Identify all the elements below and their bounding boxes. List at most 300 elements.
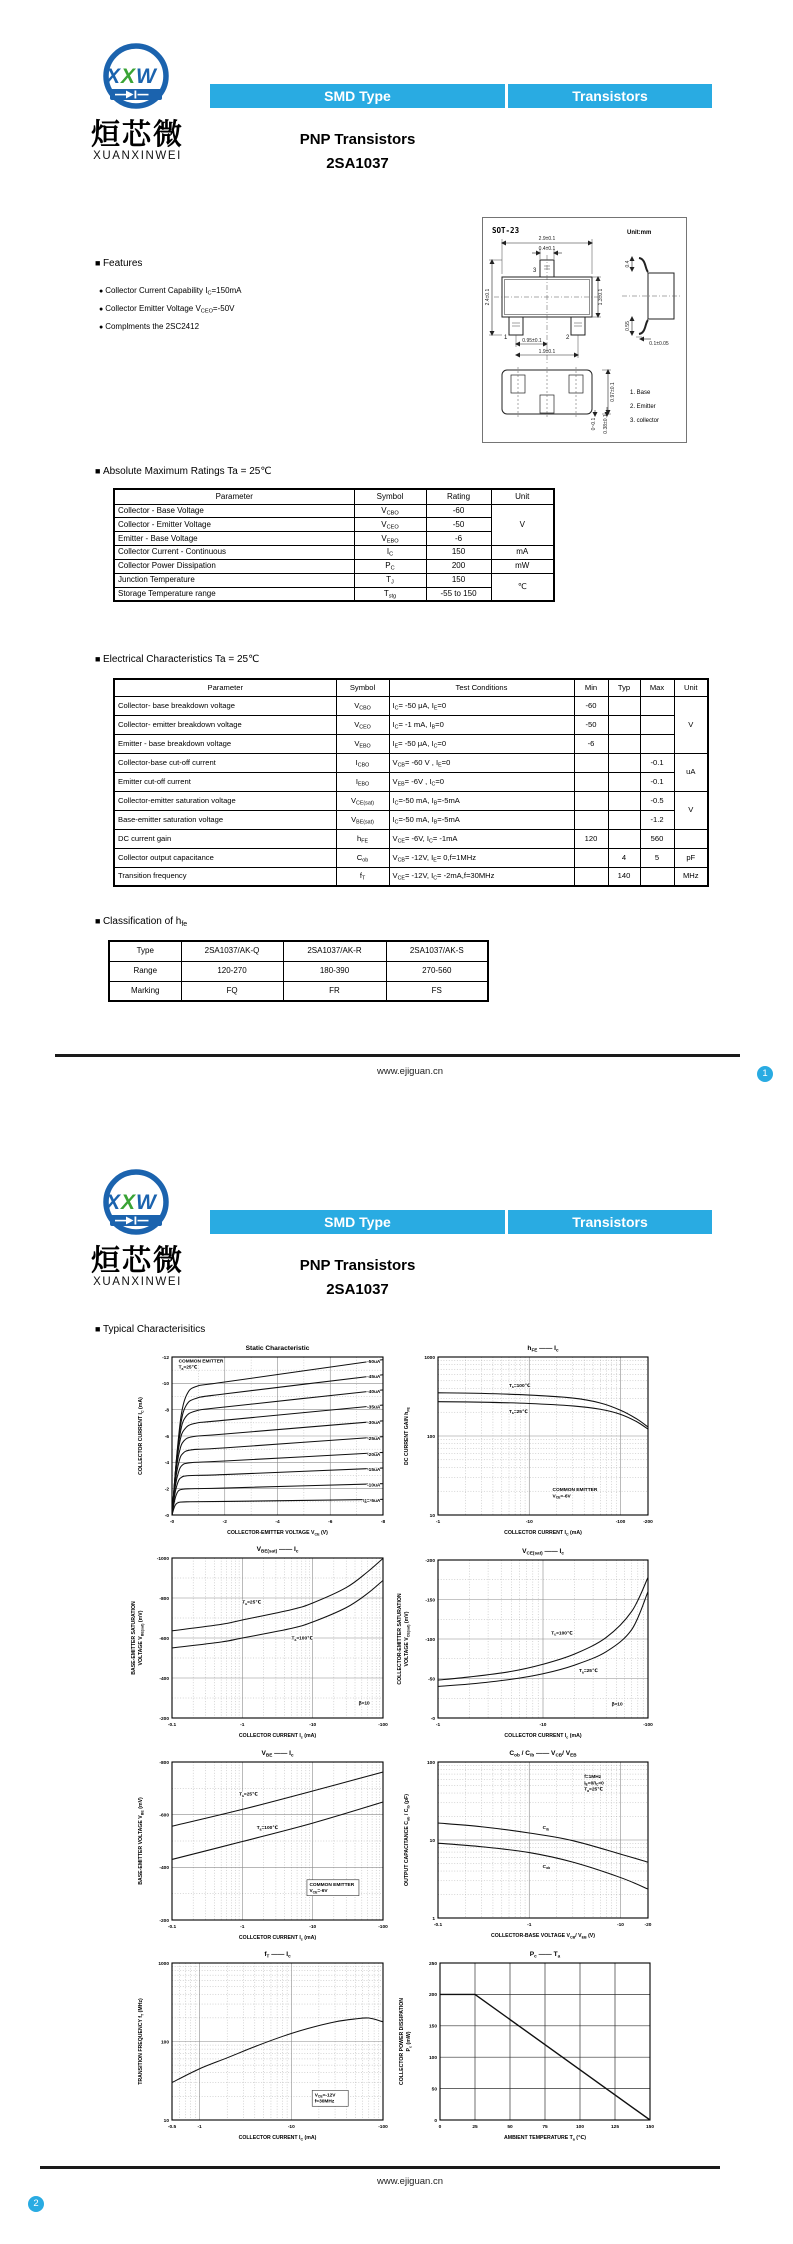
symbol-cell: $V_{CEO}$ (336, 715, 389, 734)
dimension-label: 0~0.1 (591, 417, 597, 431)
product-family-title: PNP Transistors (299, 131, 416, 148)
part-number-title: 2SA1037 (326, 1281, 389, 1298)
column-header: Test Conditions (389, 679, 574, 696)
tspan-element: -35uA (367, 1405, 381, 1411)
diode-lead-icon (138, 1220, 149, 1222)
y-tick-label: -200 (159, 1716, 169, 1722)
y-tick-label: -0 (164, 1513, 169, 1519)
typ-cell (608, 696, 640, 715)
tspan-element: (pF) (404, 1794, 410, 1806)
symbol-cell: $V_{BE(sat)}$ (336, 810, 389, 829)
chart-title (257, 1546, 299, 1553)
unit-cell: ℃ (491, 573, 554, 601)
curve-label (367, 1452, 381, 1458)
annotation-text (309, 1882, 354, 1888)
column-header: Parameter (114, 679, 336, 696)
x-tick-label: -0.1 (167, 1925, 177, 1930)
footer-rule (40, 2166, 720, 2169)
x-tick-label: -1 (240, 1925, 245, 1930)
table-row (114, 829, 708, 848)
class-cell: 120-270 (181, 961, 283, 981)
parameter-cell: Collector output capacitance (114, 848, 336, 867)
parameter-cell: DC current gain (114, 829, 336, 848)
sub-element: C (428, 837, 433, 844)
tspan-element: a (581, 1670, 584, 1675)
parameter-cell: Base-emitter saturation voltage (114, 810, 336, 829)
sub-element: CE (397, 875, 405, 882)
tspan-element: a (557, 1953, 561, 1959)
hfe-table (108, 940, 489, 1002)
diode-bar-icon (135, 1217, 137, 1225)
sub-element: CE(sat) (356, 799, 375, 806)
parameter-cell: Collector Power Dissipation (114, 560, 354, 574)
annotation-text (584, 1787, 603, 1793)
dimension-label: 1.3±0.1 (598, 288, 604, 306)
curve-label (292, 1636, 314, 1642)
x-axis-label (239, 1935, 316, 1941)
sub-element: CE (397, 837, 405, 844)
y-tick-label: -6 (164, 1434, 169, 1440)
min-cell (574, 772, 608, 791)
annotation-text (179, 1358, 224, 1364)
page-number-badge: 2 (28, 2196, 44, 2212)
annotation-text (359, 1700, 370, 1706)
curve-label (363, 1498, 381, 1504)
tspan-element: EB (570, 1752, 577, 1758)
unit-cell: mW (491, 560, 554, 574)
parameter-cell: Collector - Emitter Voltage (114, 518, 354, 532)
tspan-element: =100℃ (296, 1636, 313, 1642)
curve-label (257, 1825, 279, 1831)
tspan-element: =-12V (322, 2093, 336, 2099)
brand-name-cn: 烜芯微 (90, 1245, 184, 1277)
sub-element: ob (362, 856, 369, 863)
unit-cell (674, 829, 708, 848)
tspan-element: I (584, 1781, 586, 1787)
class-cell: Marking (109, 981, 181, 1001)
package-drawing-sot23 (482, 217, 687, 443)
tspan-element: β=10 (611, 1702, 623, 1708)
tspan-element: EB (581, 1935, 587, 1940)
tspan-element: c (290, 1752, 294, 1758)
annotation-text (584, 1774, 602, 1780)
column-header: Unit (674, 679, 708, 696)
max-cell: -1.2 (640, 810, 674, 829)
tspan-element: / V (575, 1933, 582, 1939)
tspan-element: BE(sat) (261, 1548, 278, 1554)
tspan-element: T (256, 1826, 260, 1832)
min-cell (574, 867, 608, 886)
hfe-heading-text: Classification of $h_{fe}$ (102, 916, 188, 928)
tspan-element: Static Characteristic (245, 1345, 310, 1352)
tspan-element: ib (546, 1827, 550, 1832)
rating-cell: -50 (426, 518, 491, 532)
y-tick-label: 100 (426, 1760, 435, 1766)
x-tick-label: 125 (610, 2125, 620, 2130)
parameter-cell: Collector - Base Voltage (114, 504, 354, 518)
tspan-element: c (556, 1347, 559, 1353)
max-cell: 5 (640, 848, 674, 867)
y-tick-label: 10 (163, 2118, 169, 2124)
sub-element: EBO (357, 780, 370, 787)
y-axis-label (138, 1998, 144, 2085)
curve-label (367, 1467, 381, 1473)
x-tick-label: -0.5 (167, 2125, 177, 2130)
tspan-element: / V (562, 1750, 571, 1757)
table-row (114, 715, 708, 734)
class-cell: Type (109, 941, 181, 961)
tspan-element: COLLECTOR CURRENT I (238, 1733, 301, 1739)
header-bar-left: SMD Type (210, 84, 505, 108)
dimension-label: 2.9±0.1 (538, 236, 556, 242)
dimension-label: 0.55 (625, 321, 631, 331)
tspan-element: (mA) (568, 1530, 582, 1536)
rating-cell: -60 (426, 504, 491, 518)
annotation-text (315, 2099, 335, 2105)
tspan-element: B (364, 1500, 367, 1505)
tspan-element: =100℃ (513, 1383, 531, 1389)
x-tick-label: -10 (309, 1723, 317, 1728)
class-cell: FR (283, 981, 386, 1001)
max-cell: -0.1 (640, 753, 674, 772)
tspan-element: CE(sat) (406, 1624, 411, 1638)
y-tick-label: -200 (425, 1558, 435, 1564)
diode-bar-icon (135, 91, 137, 99)
chart-title (246, 1345, 310, 1352)
tspan-element: —— I (269, 1951, 289, 1958)
chart-vbesat-vs-ic (115, 1538, 398, 1748)
y-tick-label: 150 (428, 2024, 437, 2030)
package-unit: Unit:mm (627, 230, 652, 236)
tspan-element: CB (555, 1752, 563, 1758)
chart-title (530, 1951, 561, 1958)
footer-url: www.ejiguan.cn (376, 2176, 443, 2187)
tspan-element: (℃) (574, 2135, 586, 2141)
x-tick-label: -1 (240, 1723, 245, 1728)
max-cell (640, 734, 674, 753)
brand-logo-icon (97, 42, 175, 120)
package-body-side (648, 273, 674, 319)
sub-element: C (394, 818, 399, 825)
typ-cell (608, 753, 640, 772)
tspan-element: CE(sat) (526, 1550, 543, 1556)
x-tick-label: -0.1 (433, 1923, 443, 1928)
tspan-element: COLLECTOR POWER DISSIPATION (399, 1997, 405, 2086)
tspan-element: a (242, 1794, 244, 1798)
tspan-element: ib (406, 1805, 411, 1809)
rating-cell: 150 (426, 546, 491, 560)
sub-element: CB (397, 761, 405, 768)
min-cell: -50 (574, 715, 608, 734)
header-bar-right: Transistors (508, 84, 712, 108)
diode-lead-icon (115, 1220, 126, 1222)
curve-label (367, 1359, 381, 1365)
tspan-element: T (266, 1953, 270, 1959)
unit-cell: V (491, 504, 554, 546)
sub-element: C (207, 290, 212, 297)
rating-cell: 150 (426, 573, 491, 587)
tspan-element: -40uA (367, 1390, 381, 1396)
package-name: SOT-23 (492, 226, 520, 235)
min-cell (574, 810, 608, 829)
tspan-element: OUTPUT CAPACITANCE C (404, 1821, 410, 1886)
x-tick-label: -1 (197, 2125, 202, 2130)
tspan-element: C (300, 2137, 304, 2142)
tspan-element: -15uA (367, 1467, 381, 1473)
x-tick-label: -4 (275, 1520, 280, 1525)
unit-cell: uA (674, 753, 708, 791)
logo-letter: W (136, 1191, 156, 1214)
unit-cell: pF (674, 848, 708, 867)
tspan-element: CE (555, 1495, 561, 1500)
parameter-cell: Collector- emitter breakdown voltage (114, 715, 336, 734)
tspan-element: CB (569, 1935, 576, 1940)
min-cell: -60 (574, 696, 608, 715)
symbol-cell: $f_T$ (336, 867, 389, 886)
test-conditions-cell: $V_{CE}= -6V$, $I_C= -1mA$ (389, 829, 574, 848)
sub-element: CEO (386, 524, 399, 531)
tspan-element: =25℃ (589, 1787, 603, 1793)
tspan-element: c (534, 1953, 537, 1959)
table-header-row (114, 679, 708, 696)
dimension-label: 0.95±0.1 (522, 338, 542, 344)
feature-item: ● Collector Emitter Voltage $V_{CEO}=-50V$ (99, 304, 235, 313)
typ-cell (608, 715, 640, 734)
sub-element: CBO (357, 761, 370, 768)
tspan-element: =25℃ (513, 1409, 528, 1415)
amr-heading: ■ Absolute Maximum Ratings Ta = 25℃ (95, 466, 272, 477)
tspan-element: -45uA (367, 1375, 381, 1381)
sub-element: B (433, 818, 438, 825)
x-tick-label: -100 (643, 1723, 653, 1728)
tspan-element: T (509, 1409, 512, 1415)
tspan-element: COLLECTOR-EMITTER VOLTAGE V (227, 1530, 315, 1536)
logo-letter: X (121, 1191, 136, 1214)
annotation-text (553, 1487, 598, 1493)
parameter-cell: Storage Temperature range (114, 587, 354, 601)
x-axis-label (227, 1530, 328, 1536)
annotation-text (309, 1888, 328, 1894)
tspan-element: a (587, 1788, 590, 1793)
chart-hfe-vs-ic (381, 1337, 663, 1545)
page-number-badge: 1 (757, 1066, 773, 1082)
tspan-element: ob (514, 1752, 520, 1758)
tspan-element: V (552, 1494, 556, 1500)
y-tick-label: 1 (432, 1916, 435, 1922)
brand-name-en: XUANXINWEI (93, 150, 182, 162)
path-element (639, 320, 648, 334)
tspan-element: V (256, 1546, 261, 1553)
diode-lead-icon (138, 94, 149, 96)
tspan-element: =25℃ (583, 1669, 598, 1675)
symbol-cell: $V_{CE(sat)}$ (336, 791, 389, 810)
sub-element: FE (361, 837, 369, 844)
symbol-cell: $P_C$ (354, 560, 426, 574)
test-conditions-cell: $V_{CB}= -12V$, $I_E= 0,f=1MHz$ (389, 848, 574, 867)
tspan-element: BASE-EMITTER VOLTAGE V (138, 1815, 144, 1885)
y-tick-label: -200 (159, 1918, 169, 1924)
amr-table (113, 488, 555, 602)
sub-element: BE(sat) (356, 818, 374, 825)
tspan-element: C (509, 1750, 515, 1757)
tspan-element: =100℃ (556, 1631, 573, 1637)
tspan-element: a (554, 1632, 557, 1637)
tspan-element: a (294, 1637, 297, 1642)
min-cell (574, 791, 608, 810)
unit-cell: mA (491, 546, 554, 560)
tspan-element: BE(sat) (140, 1623, 145, 1637)
curve-label (367, 1404, 381, 1410)
class-cell: 270-560 (386, 961, 488, 981)
y-tick-label: -800 (159, 1760, 169, 1766)
tspan-element: a (181, 1366, 184, 1371)
test-conditions-cell: $I_C= -50$ μA, $I_E=0$ (389, 696, 574, 715)
tbody-element (114, 489, 554, 601)
rating-cell: 200 (426, 560, 491, 574)
x-axis-label (239, 2135, 317, 2141)
dimension-label: 0.38±0.1 (603, 414, 609, 434)
tspan-element: ib (530, 1752, 535, 1758)
class-cell: FS (386, 981, 488, 1001)
column-header: Symbol (336, 679, 389, 696)
path-element (639, 258, 648, 272)
dimension-label: 0.97±0.1 (610, 382, 616, 402)
y-tick-label: 1000 (158, 1961, 169, 1967)
tspan-element: (mA) (568, 1733, 582, 1739)
sub-element: C (389, 551, 394, 558)
x-axis-label (239, 1733, 316, 1739)
curve-label (367, 1436, 381, 1442)
tspan-element: —— T (536, 1951, 558, 1958)
class-cell: 2SA1037/AK-Q (181, 941, 283, 961)
y-tick-label: 50 (431, 2087, 437, 2093)
tspan-element: a (511, 1385, 514, 1390)
tspan-element: f=30MHz (314, 2099, 335, 2105)
tspan-element: =0 (598, 1781, 604, 1787)
tspan-element: V (261, 1750, 266, 1757)
annotation-text (584, 1780, 604, 1786)
tspan-element: f=1MHz (584, 1775, 602, 1781)
unit-cell: V (674, 696, 708, 753)
curve-label (239, 1792, 258, 1798)
sub-element: EBO (359, 742, 371, 749)
g-element (172, 1772, 383, 1859)
tspan-element: FE (406, 1407, 411, 1412)
symbol-cell: $V_{CBO}$ (336, 696, 389, 715)
data-curve (172, 1772, 383, 1826)
symbol-cell: $h_{FE}$ (336, 829, 389, 848)
y-tick-label: -2 (164, 1487, 169, 1493)
x-tick-label: -1 (527, 1923, 532, 1928)
tspan-element: —— I (537, 1345, 557, 1352)
y-axis-label (138, 1397, 144, 1475)
unit-cell: V (674, 791, 708, 829)
x-tick-label: -100 (378, 1925, 388, 1930)
sub-element: E (433, 856, 437, 863)
brand-name-en: XUANXINWEI (93, 1276, 182, 1288)
sub-element: EB (397, 780, 405, 787)
y-tick-label: -400 (159, 1866, 169, 1872)
hfe-heading (95, 916, 187, 927)
sub-element: EBO (386, 537, 399, 544)
x-tick-label: -6 (328, 1520, 333, 1525)
tspan-element: (mW) (406, 2031, 412, 2046)
tspan-element: =100℃ (261, 1826, 279, 1832)
curve-label (367, 1483, 381, 1489)
x-tick-label: -8 (380, 1520, 386, 1525)
column-header: Unit (491, 489, 554, 504)
chart-title (264, 1951, 291, 1958)
y-axis-label (404, 1611, 410, 1666)
tspan-element: -30uA (367, 1421, 381, 1427)
part-number-title: 2SA1037 (326, 155, 389, 172)
chart-vcesat-vs-ic (381, 1540, 663, 1748)
x-tick-label: 50 (507, 2125, 513, 2130)
rating-cell: -6 (426, 532, 491, 546)
chart-static-characteristic (115, 1337, 398, 1545)
tspan-element: a (259, 1827, 262, 1832)
tspan-element: BASE-EMITTER SATURATION (131, 1601, 137, 1675)
sub-element: C (431, 780, 436, 787)
class-cell: Range (109, 961, 181, 981)
parameter-cell: Collector-base cut-off current (114, 753, 336, 772)
ec-heading: ■ Electrical Characteristics Ta = 25℃ (95, 654, 259, 665)
pin-number-label: 1 (504, 335, 508, 341)
tspan-element: BE (140, 1810, 145, 1816)
tspan-element: =-6V (317, 1888, 328, 1894)
class-cell: 2SA1037/AK-S (386, 941, 488, 961)
table-row (114, 518, 554, 532)
logo-letter: X (106, 1191, 121, 1214)
features-heading: ■ Features (95, 258, 142, 269)
curve-label (579, 1668, 598, 1674)
tspan-element: -25uA (367, 1436, 381, 1442)
sub-element: J (391, 579, 394, 586)
x-tick-label: -100 (615, 1520, 626, 1525)
sub-element: C (433, 742, 438, 749)
tspan-element: =-5uA (366, 1498, 381, 1504)
test-conditions-cell: $I_C= -1$ mA, $I_B=0$ (389, 715, 574, 734)
typ-cell: 4 (608, 848, 640, 867)
class-cell: FQ (181, 981, 283, 1001)
table-row (114, 504, 554, 518)
sub-element: E (394, 742, 399, 749)
header-bar-left: SMD Type (210, 1210, 505, 1234)
tspan-element: VOLTAGE V (404, 1637, 410, 1667)
rating-cell: -55 to 150 (426, 587, 491, 601)
tspan-element: =0/I (587, 1781, 596, 1787)
tbody-element (109, 941, 488, 1001)
x-tick-label: 0 (438, 2125, 442, 2130)
tspan-element: (mA) (302, 1935, 317, 1941)
curve-label (509, 1383, 531, 1389)
x-tick-label: 75 (542, 2125, 548, 2130)
x-tick-label: -10 (617, 1923, 624, 1928)
y-axis-label (138, 1610, 144, 1665)
tspan-element: —— I (277, 1546, 296, 1553)
tspan-element: CE (312, 1890, 318, 1895)
symbol-cell: $T_J$ (354, 573, 426, 587)
tspan-element: c (288, 1953, 291, 1959)
sub-element: B (433, 799, 438, 806)
tspan-element: c (295, 1548, 299, 1554)
x-tick-label: -1 (435, 1520, 441, 1525)
g-element (172, 1558, 383, 1648)
sub-element: C (394, 704, 399, 711)
sub-element: CEO (200, 308, 213, 315)
y-tick-label: 0 (434, 2118, 437, 2124)
symbol-cell: $V_{EBO}$ (336, 734, 389, 753)
